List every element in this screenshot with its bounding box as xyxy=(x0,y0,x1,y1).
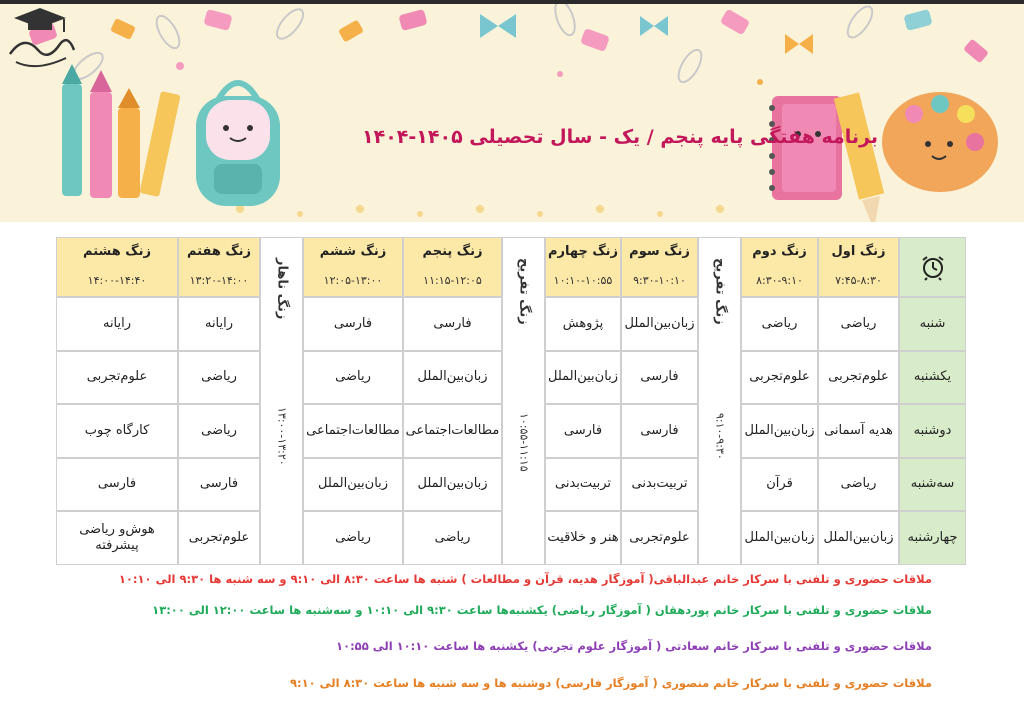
subject-name: زبان‌بین‌الملل xyxy=(417,476,488,492)
subject-name: تربیت‌بدنی xyxy=(631,476,688,492)
alarm-clock-icon xyxy=(919,253,947,281)
period-time: ۱۰:۱۰-۱۰:۵۵ xyxy=(553,274,613,288)
subject-cell xyxy=(178,458,260,512)
stationery-illustration xyxy=(0,4,1024,222)
period-time: ۸:۳۰-۹:۱۰ xyxy=(756,274,803,288)
subject-cell xyxy=(545,458,621,512)
subject-name: مطالعات‌اجتماعی xyxy=(405,422,500,438)
subject-name: علوم‌تجربی xyxy=(629,530,690,546)
break-time: ۱۳:۰۰-۱۳:۲۰ xyxy=(275,407,289,466)
subject-cell xyxy=(56,511,178,565)
subject-name: فارسی xyxy=(333,315,373,331)
day-label-cell xyxy=(899,297,966,351)
break-name: زنگ تفریح xyxy=(516,258,532,325)
subject-name: ریاضی xyxy=(335,369,371,385)
subject-name: کارگاه چوب xyxy=(84,422,150,438)
period-header xyxy=(818,237,899,297)
subject-name: زبان‌بین‌الملل xyxy=(624,315,695,331)
subject-cell xyxy=(621,458,698,512)
subject-cell xyxy=(403,351,502,405)
meeting-note: ملاقات حضوری و تلفنی با سرکار خانم سعادتی ( آموزگار علوم تجربی) یکشنبه ها ساعت ۱۰:۱۰ الی ۱۰:۵۵ xyxy=(336,639,932,653)
subject-name: مطالعات‌اجتماعی xyxy=(306,422,400,438)
subject-cell xyxy=(178,297,260,351)
break-time: ۱۰:۵۵-۱۱:۱۵ xyxy=(517,412,531,472)
break-column xyxy=(698,237,741,565)
subject-cell xyxy=(403,297,502,351)
subject-name: زبان‌بین‌الملل xyxy=(317,476,389,492)
period-header xyxy=(178,237,260,297)
subject-name: فارسی xyxy=(433,315,472,331)
subject-cell xyxy=(545,404,621,458)
break-time: ۹:۱۰-۹:۳۰ xyxy=(713,412,727,460)
period-name: زنگ هشتم xyxy=(83,244,151,259)
day-name: چهارشنبه xyxy=(907,530,958,546)
subject-name: فارسی xyxy=(97,476,137,492)
subject-cell xyxy=(818,458,899,512)
period-name: زنگ ششم xyxy=(319,244,387,259)
period-time: ۱۲:۰۵-۱۳:۰۰ xyxy=(323,274,383,288)
day-label-cell xyxy=(899,511,966,565)
break-name: زنگ ناهار xyxy=(274,258,290,320)
subject-name: زبان‌بین‌الملل xyxy=(417,369,488,385)
subject-cell xyxy=(621,511,698,565)
subject-name: هدیه آسمانی xyxy=(824,422,893,438)
subject-name: پژوهش xyxy=(562,315,604,331)
subject-name: ریاضی xyxy=(840,476,877,492)
break-column xyxy=(502,237,545,565)
period-name: زنگ هفتم xyxy=(186,244,252,259)
subject-cell xyxy=(741,404,818,458)
subject-name: زبان‌بین‌الملل xyxy=(547,369,619,385)
subject-cell xyxy=(741,458,818,512)
period-header xyxy=(621,237,698,297)
period-header xyxy=(56,237,178,297)
subject-name: فارسی xyxy=(563,422,603,438)
period-name: زنگ اول xyxy=(831,244,886,259)
subject-cell xyxy=(545,511,621,565)
subject-name: قرآن xyxy=(766,476,793,492)
period-name: زنگ سوم xyxy=(629,244,690,259)
subject-name: زبان‌بین‌الملل xyxy=(744,422,815,438)
meeting-note: ملاقات حضوری و تلفنی با سرکار خانم پوردهقان ( آموزگار ریاضی) یکشنبه‌ها ساعت ۹:۳۰ الی ۱۰:۱۰ و سه‌شنبه ها ساعت ۱۲:۰۰ الی ۱۳:۰۰ xyxy=(152,603,932,617)
subject-cell xyxy=(403,404,502,458)
subject-cell xyxy=(545,297,621,351)
subject-name: علوم‌تجربی xyxy=(188,530,250,546)
day-label-cell xyxy=(899,404,966,458)
subject-name: رایانه xyxy=(102,315,132,331)
subject-name: تربیت‌بدنی xyxy=(555,476,611,492)
subject-cell xyxy=(303,351,403,405)
subject-name: ریاضی xyxy=(201,422,237,438)
meeting-note: ملاقات حضوری و تلفنی با سرکار خانم عبدالباقی( آموزگار هدیه، قرآن و مطالعات ) شنبه ها ساعت ۸:۳۰ الی ۹:۱۰ و سه شنبه ها ۹:۳۰ الی ۱۰:۱۰ xyxy=(118,572,932,586)
subject-cell xyxy=(621,297,698,351)
alarm-clock-header xyxy=(899,237,966,297)
subject-cell xyxy=(818,404,899,458)
school-logo-icon xyxy=(0,4,80,74)
day-name: شنبه xyxy=(919,315,946,331)
day-name: دوشنبه xyxy=(913,422,952,438)
period-time: ۷:۴۵-۸:۳۰ xyxy=(835,274,882,288)
period-header xyxy=(741,237,818,297)
subject-name: ریاضی xyxy=(840,315,877,331)
day-label-cell xyxy=(899,458,966,512)
break-column xyxy=(260,237,303,565)
day-name: سه‌شنبه xyxy=(910,476,955,492)
subject-cell xyxy=(741,511,818,565)
subject-name: فارسی xyxy=(640,422,679,438)
break-name: زنگ تفریح xyxy=(712,258,728,325)
period-time: ۹:۳۰-۱۰:۱۰ xyxy=(633,274,686,288)
period-header xyxy=(403,237,502,297)
period-name: زنگ پنجم xyxy=(422,244,483,259)
subject-name: زبان‌بین‌الملل xyxy=(744,530,815,546)
subject-cell xyxy=(403,511,502,565)
subject-cell xyxy=(303,511,403,565)
subject-name: فارسی xyxy=(199,476,239,492)
period-header xyxy=(303,237,403,297)
subject-cell xyxy=(818,351,899,405)
period-name: زنگ چهارم xyxy=(547,244,619,259)
subject-cell xyxy=(818,297,899,351)
subject-cell xyxy=(303,458,403,512)
subject-cell xyxy=(818,511,899,565)
day-label-cell xyxy=(899,351,966,405)
subject-name: فارسی xyxy=(640,369,679,385)
period-header xyxy=(545,237,621,297)
subject-cell xyxy=(56,351,178,405)
meeting-note: ملاقات حضوری و تلفنی با سرکار خانم منصوری ( آموزگار فارسی) دوشنبه ها و سه شنبه ها ساعت ۸:۳۰ الی ۹:۱۰ xyxy=(290,676,932,690)
subject-cell xyxy=(741,297,818,351)
page-title: برنامه هفتگی پایه پنجم / یک - سال تحصیلی ۱۴۰۵-۱۴۰۴ xyxy=(362,126,878,148)
subject-name: رایانه xyxy=(204,315,234,331)
subject-name: هوش‌و ریاضی پیشرفته xyxy=(79,521,155,554)
period-name: زنگ دوم xyxy=(752,244,807,259)
subject-cell xyxy=(178,351,260,405)
header-banner xyxy=(0,4,1024,222)
subject-cell xyxy=(741,351,818,405)
day-name: یکشنبه xyxy=(913,369,952,385)
weekly-schedule-table xyxy=(56,237,966,565)
period-time: ۱۴:۰۰-۱۴:۴۰ xyxy=(87,274,147,288)
subject-name: علوم‌تجربی xyxy=(749,369,810,385)
subject-cell xyxy=(178,511,260,565)
subject-cell xyxy=(621,404,698,458)
subject-cell xyxy=(178,404,260,458)
subject-cell xyxy=(545,351,621,405)
subject-cell xyxy=(303,404,403,458)
subject-cell xyxy=(621,351,698,405)
period-time: ۱۱:۱۵-۱۲:۰۵ xyxy=(423,274,482,288)
subject-name: زبان‌بین‌الملل xyxy=(823,530,894,546)
subject-cell xyxy=(56,297,178,351)
subject-name: ریاضی xyxy=(434,530,471,546)
period-time: ۱۳:۲۰-۱۴:۰۰ xyxy=(189,274,249,288)
subject-name: ریاضی xyxy=(761,315,798,331)
subject-name: علوم‌تجربی xyxy=(86,369,148,385)
subject-cell xyxy=(56,458,178,512)
subject-cell xyxy=(403,458,502,512)
subject-name: ریاضی xyxy=(335,530,371,546)
subject-name: ریاضی xyxy=(201,369,237,385)
subject-cell xyxy=(56,404,178,458)
subject-name: هنر و خلاقیت xyxy=(547,530,619,546)
subject-name: علوم‌تجربی xyxy=(828,369,889,385)
subject-cell xyxy=(303,297,403,351)
